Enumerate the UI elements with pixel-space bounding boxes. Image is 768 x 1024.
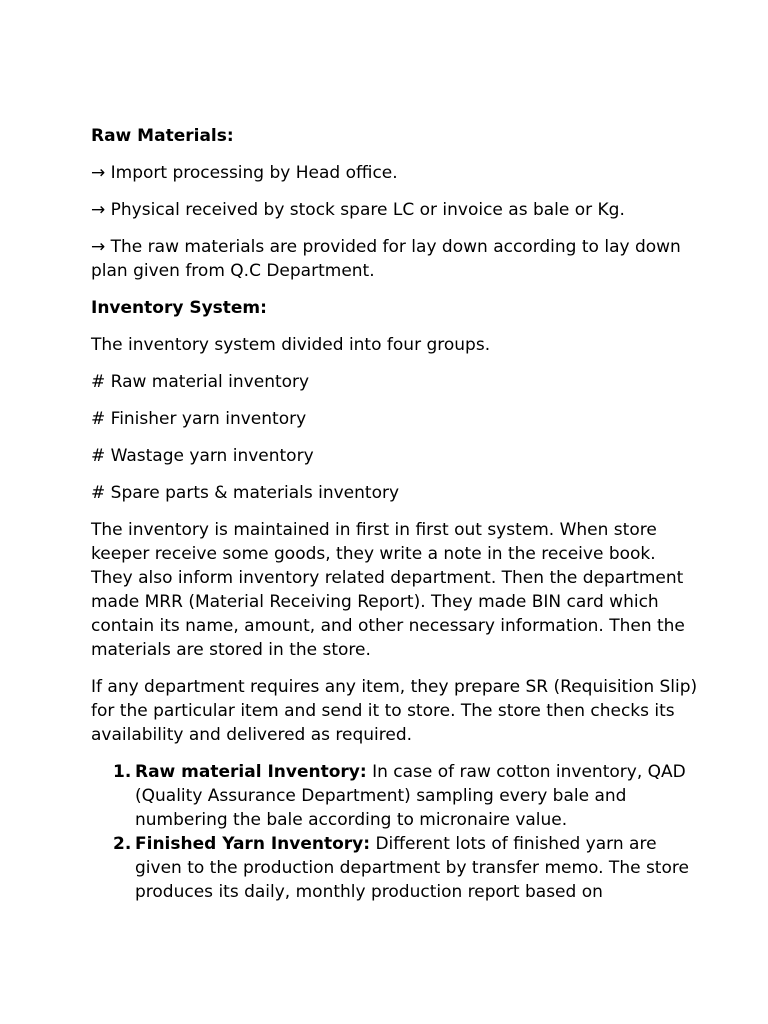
list-item-number: 2. — [113, 834, 132, 854]
inventory-group-finisher-yarn: # Finisher yarn inventory — [91, 409, 307, 429]
raw-materials-point-2: → Physical received by stock spare LC or invoice as bale or Kg. — [91, 200, 625, 220]
inventory-system-heading: Inventory System: — [91, 298, 267, 318]
list-item — [91, 832, 698, 904]
inventory-requisition-paragraph: If any department requires any item, they prepare SR (Requisition Slip) for the particular item and send it to store. The store then checks its availability and delivered as required. — [91, 677, 698, 745]
inventory-group-raw-material: # Raw material inventory — [91, 372, 310, 392]
list-item-text: Different lots of finished yarn are given to the production department by transfer memo. The store produces its daily, monthly production report based on — [135, 834, 689, 902]
raw-materials-point-3: → The raw materials are provided for lay down according to lay down plan given from Q.C Department. — [91, 237, 681, 281]
inventory-types-list — [91, 760, 698, 904]
raw-materials-point-1: → Import processing by Head office. — [91, 163, 398, 183]
list-item-term: Finished Yarn Inventory: — [135, 834, 371, 854]
inventory-system-intro: The inventory system divided into four groups. — [91, 335, 491, 355]
list-item-term: Raw material Inventory: — [135, 762, 367, 782]
raw-materials-heading: Raw Materials: — [91, 126, 234, 146]
inventory-fifo-paragraph: The inventory is maintained in first in first out system. When store keeper receive some goods, they write a note in the receive book. They also inform inventory related department. Then the department made MRR (Material Receiving Report). They made BIN card which contain its name, amount, and other necessary information. Then the materials are stored in the store. — [91, 520, 685, 660]
list-item — [91, 760, 698, 832]
inventory-group-wastage-yarn: # Wastage yarn inventory — [91, 446, 314, 466]
inventory-group-spare-parts: # Spare parts & materials inventory — [91, 483, 400, 503]
list-item-text: In case of raw cotton inventory, QAD (Quality Assurance Department) sampling every bale and numbering the bale according to micronaire value. — [135, 762, 686, 830]
list-item-number: 1. — [113, 762, 132, 782]
